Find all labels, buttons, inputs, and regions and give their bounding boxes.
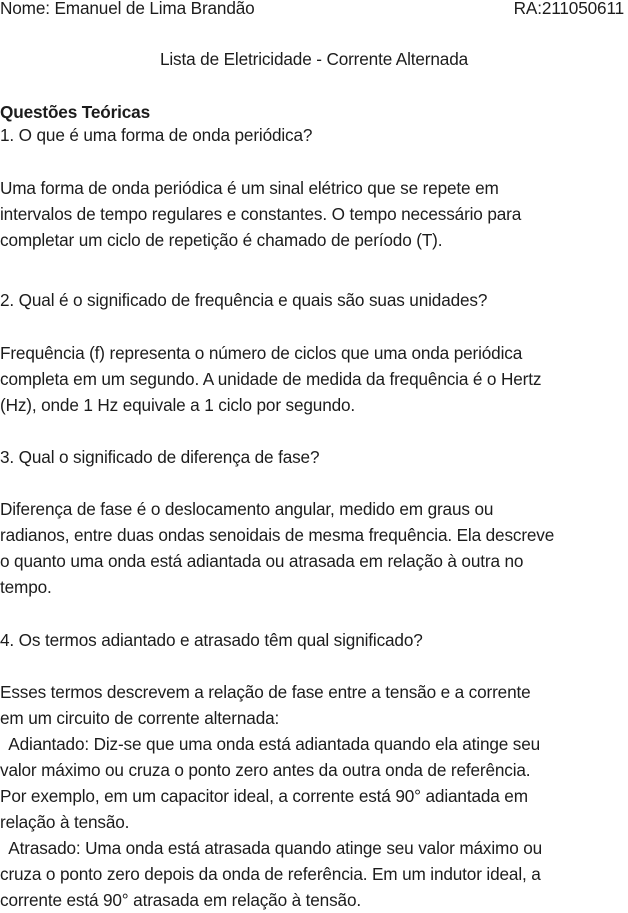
document-title: Lista de Eletricidade - Corrente Alternada: [159, 49, 469, 69]
answer-line: completa em um segundo. A unidade de medida da frequência é o Hertz: [0, 369, 542, 389]
answer-line: tempo.: [0, 577, 52, 597]
answer-line-adiantado: Adiantado: Diz-se que uma onda está adiantada quando ela atinge seu: [0, 734, 541, 754]
answer-line: Frequência (f) representa o número de ciclos que uma onda periódica: [0, 343, 523, 363]
answer-line: Por exemplo, em um capacitor ideal, a corrente está 90° adiantada em: [0, 786, 528, 806]
answer-line: em um circuito de corrente alternada:: [0, 708, 280, 728]
answer-line: (Hz), onde 1 Hz equivale a 1 ciclo por segundo.: [0, 395, 356, 415]
answer-line: Diferença de fase é o deslocamento angular, medido em graus ou: [0, 499, 494, 519]
student-name: Nome: Emanuel de Lima Brandão: [0, 0, 255, 18]
answer-line: Esses termos descrevem a relação de fase entre a tensão e a corrente: [0, 682, 531, 702]
answer-line: cruza o ponto zero depois da onda de referência. Em um indutor ideal, a: [0, 864, 541, 884]
answer-line: valor máximo ou cruza o ponto zero antes da outra onda de referência.: [0, 760, 531, 780]
answer-line: radianos, entre duas ondas senoidais de mesma frequência. Ela descreve: [0, 525, 555, 545]
answer-3: [0, 496, 628, 600]
answer-line: corrente está 90° atrasada em relação à tensão.: [0, 890, 361, 910]
answer-line: completar um ciclo de repetição é chamado de período (T).: [0, 230, 443, 250]
answer-line: intervalos de tempo regulares e constantes. O tempo necessário para: [0, 204, 522, 224]
answer-line-atrasado: Atrasado: Uma onda está atrasada quando atinge seu valor máximo ou: [0, 838, 543, 858]
answer-line: Uma forma de onda periódica é um sinal elétrico que se repete em: [0, 178, 499, 198]
student-ra: RA:211050611: [513, 0, 624, 18]
answer-line: relação à tensão.: [0, 812, 130, 832]
section-title: Questões Teóricas: [0, 102, 150, 122]
question-3: 3. Qual o significado de diferença de fase?: [0, 447, 320, 467]
question-1: 1. O que é uma forma de onda periódica?: [0, 125, 313, 145]
answer-line: o quanto uma onda está adiantada ou atrasada em relação à outra no: [0, 551, 524, 571]
answer-2: [0, 340, 628, 418]
question-4: 4. Os termos adiantado e atrasado têm qual significado?: [0, 630, 423, 650]
question-2: 2. Qual é o significado de frequência e quais são suas unidades?: [0, 290, 488, 310]
answer-1: [0, 175, 628, 253]
answer-4: [0, 679, 628, 913]
